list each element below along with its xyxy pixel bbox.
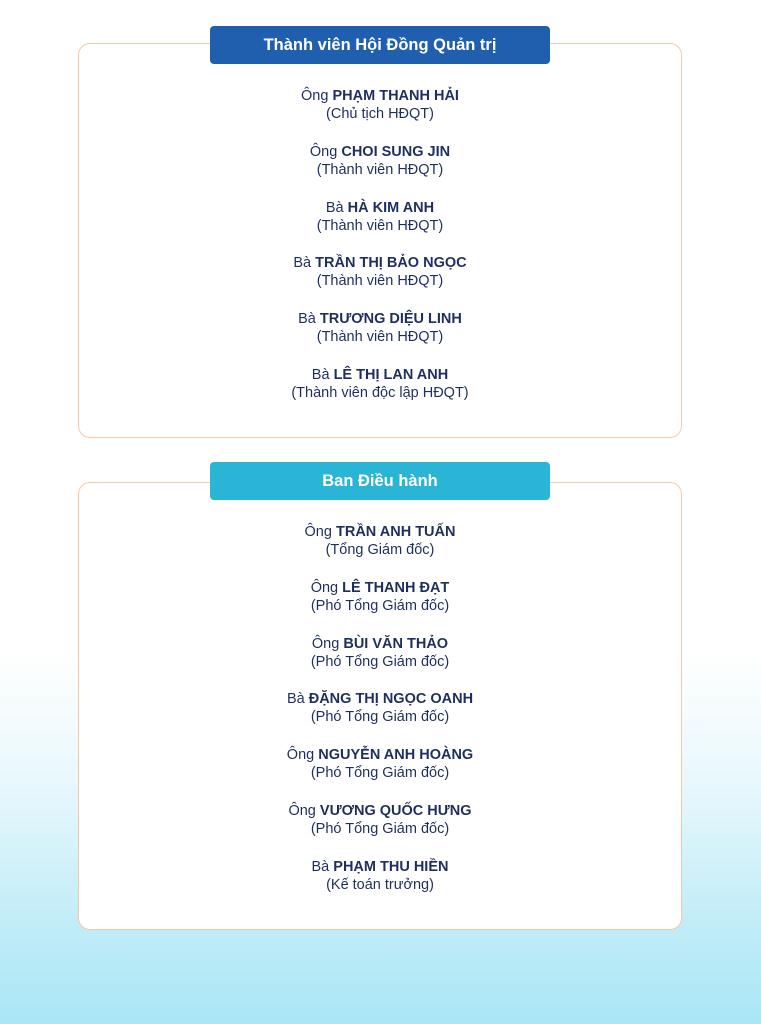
member-name <box>79 802 681 820</box>
member-name <box>79 858 681 876</box>
member-honorific: Ông <box>311 635 340 652</box>
member-honorific: Ông <box>288 802 316 819</box>
board-member <box>79 366 681 422</box>
member-name <box>79 746 681 764</box>
member-fullname: TRƯƠNG DIỆU LINH <box>319 311 462 328</box>
member-name <box>79 523 681 541</box>
member-fullname: PHẠM THANH HẢI <box>332 88 459 104</box>
executive-member <box>79 579 681 635</box>
member-honorific: Bà <box>311 858 330 875</box>
member-name <box>79 254 681 272</box>
board-section-title: Thành viên Hội Đồng Quản trị <box>210 26 550 64</box>
board-member <box>79 143 681 199</box>
member-honorific: Ông <box>304 524 332 540</box>
member-name <box>79 635 681 653</box>
member-fullname: ĐẶNG THỊ NGỌC OANH <box>308 691 474 708</box>
member-name <box>79 579 681 597</box>
member-fullname: TRẦN ANH TUẤN <box>335 524 456 540</box>
executive-member <box>79 635 681 691</box>
board-member-list <box>79 87 681 422</box>
board-member <box>79 310 681 366</box>
executive-member <box>79 858 681 914</box>
member-role: (Thành viên HĐQT) <box>316 329 444 346</box>
member-honorific: Bà <box>293 255 312 272</box>
executive-member <box>79 690 681 746</box>
board-member <box>79 199 681 255</box>
executive-member-list <box>79 523 681 914</box>
member-fullname: LÊ THANH ĐẠT <box>342 579 450 596</box>
member-role: (Thành viên HĐQT) <box>316 217 444 234</box>
member-fullname: HÀ KIM ANH <box>347 199 435 216</box>
member-name <box>79 87 681 105</box>
executive-member <box>79 802 681 858</box>
member-role: (Thành viên độc lập HĐQT) <box>291 384 469 401</box>
member-honorific: Bà <box>311 366 330 383</box>
member-fullname: LÊ THỊ LAN ANH <box>333 366 449 383</box>
member-honorific: Bà <box>286 691 305 708</box>
member-role: (Kế toán trưởng) <box>326 876 434 893</box>
member-role: (Phó Tổng Giám đốc) <box>310 765 450 782</box>
board-member <box>79 254 681 310</box>
member-name <box>79 366 681 384</box>
executive-member <box>79 523 681 579</box>
member-honorific: Bà <box>298 311 316 328</box>
member-role: (Tổng Giám đốc) <box>325 542 435 558</box>
executive-member <box>79 746 681 802</box>
member-role: (Phó Tổng Giám đốc) <box>310 709 450 726</box>
member-role: (Phó Tổng Giám đốc) <box>310 653 450 670</box>
member-honorific: Ông <box>301 88 329 104</box>
member-fullname: BÙI VĂN THẢO <box>343 635 449 652</box>
member-name <box>79 143 681 161</box>
member-fullname: TRẦN THỊ BẢO NGỌC <box>315 255 467 272</box>
member-role: (Chủ tịch HĐQT) <box>326 106 434 122</box>
executive-section-title: Ban Điều hành <box>210 462 550 500</box>
board-panel <box>78 43 682 438</box>
member-honorific: Ông <box>310 579 339 596</box>
member-honorific: Ông <box>309 143 338 160</box>
board-member <box>79 87 681 143</box>
member-honorific: Ông <box>286 747 315 764</box>
member-name <box>79 199 681 217</box>
member-role: (Phó Tổng Giám đốc) <box>310 820 450 837</box>
member-honorific: Bà <box>325 199 344 216</box>
member-name <box>79 690 681 708</box>
member-name <box>79 310 681 328</box>
member-fullname: CHOI SUNG JIN <box>341 143 451 160</box>
member-role: (Thành viên HĐQT) <box>316 273 444 290</box>
member-fullname: VƯƠNG QUỐC HƯNG <box>319 802 472 819</box>
member-fullname: NGUYỄN ANH HOÀNG <box>318 747 474 764</box>
member-role: (Phó Tổng Giám đốc) <box>310 597 450 614</box>
member-fullname: PHẠM THU HIỀN <box>333 858 449 875</box>
executive-panel <box>78 482 682 930</box>
member-role: (Thành viên HĐQT) <box>316 161 444 178</box>
